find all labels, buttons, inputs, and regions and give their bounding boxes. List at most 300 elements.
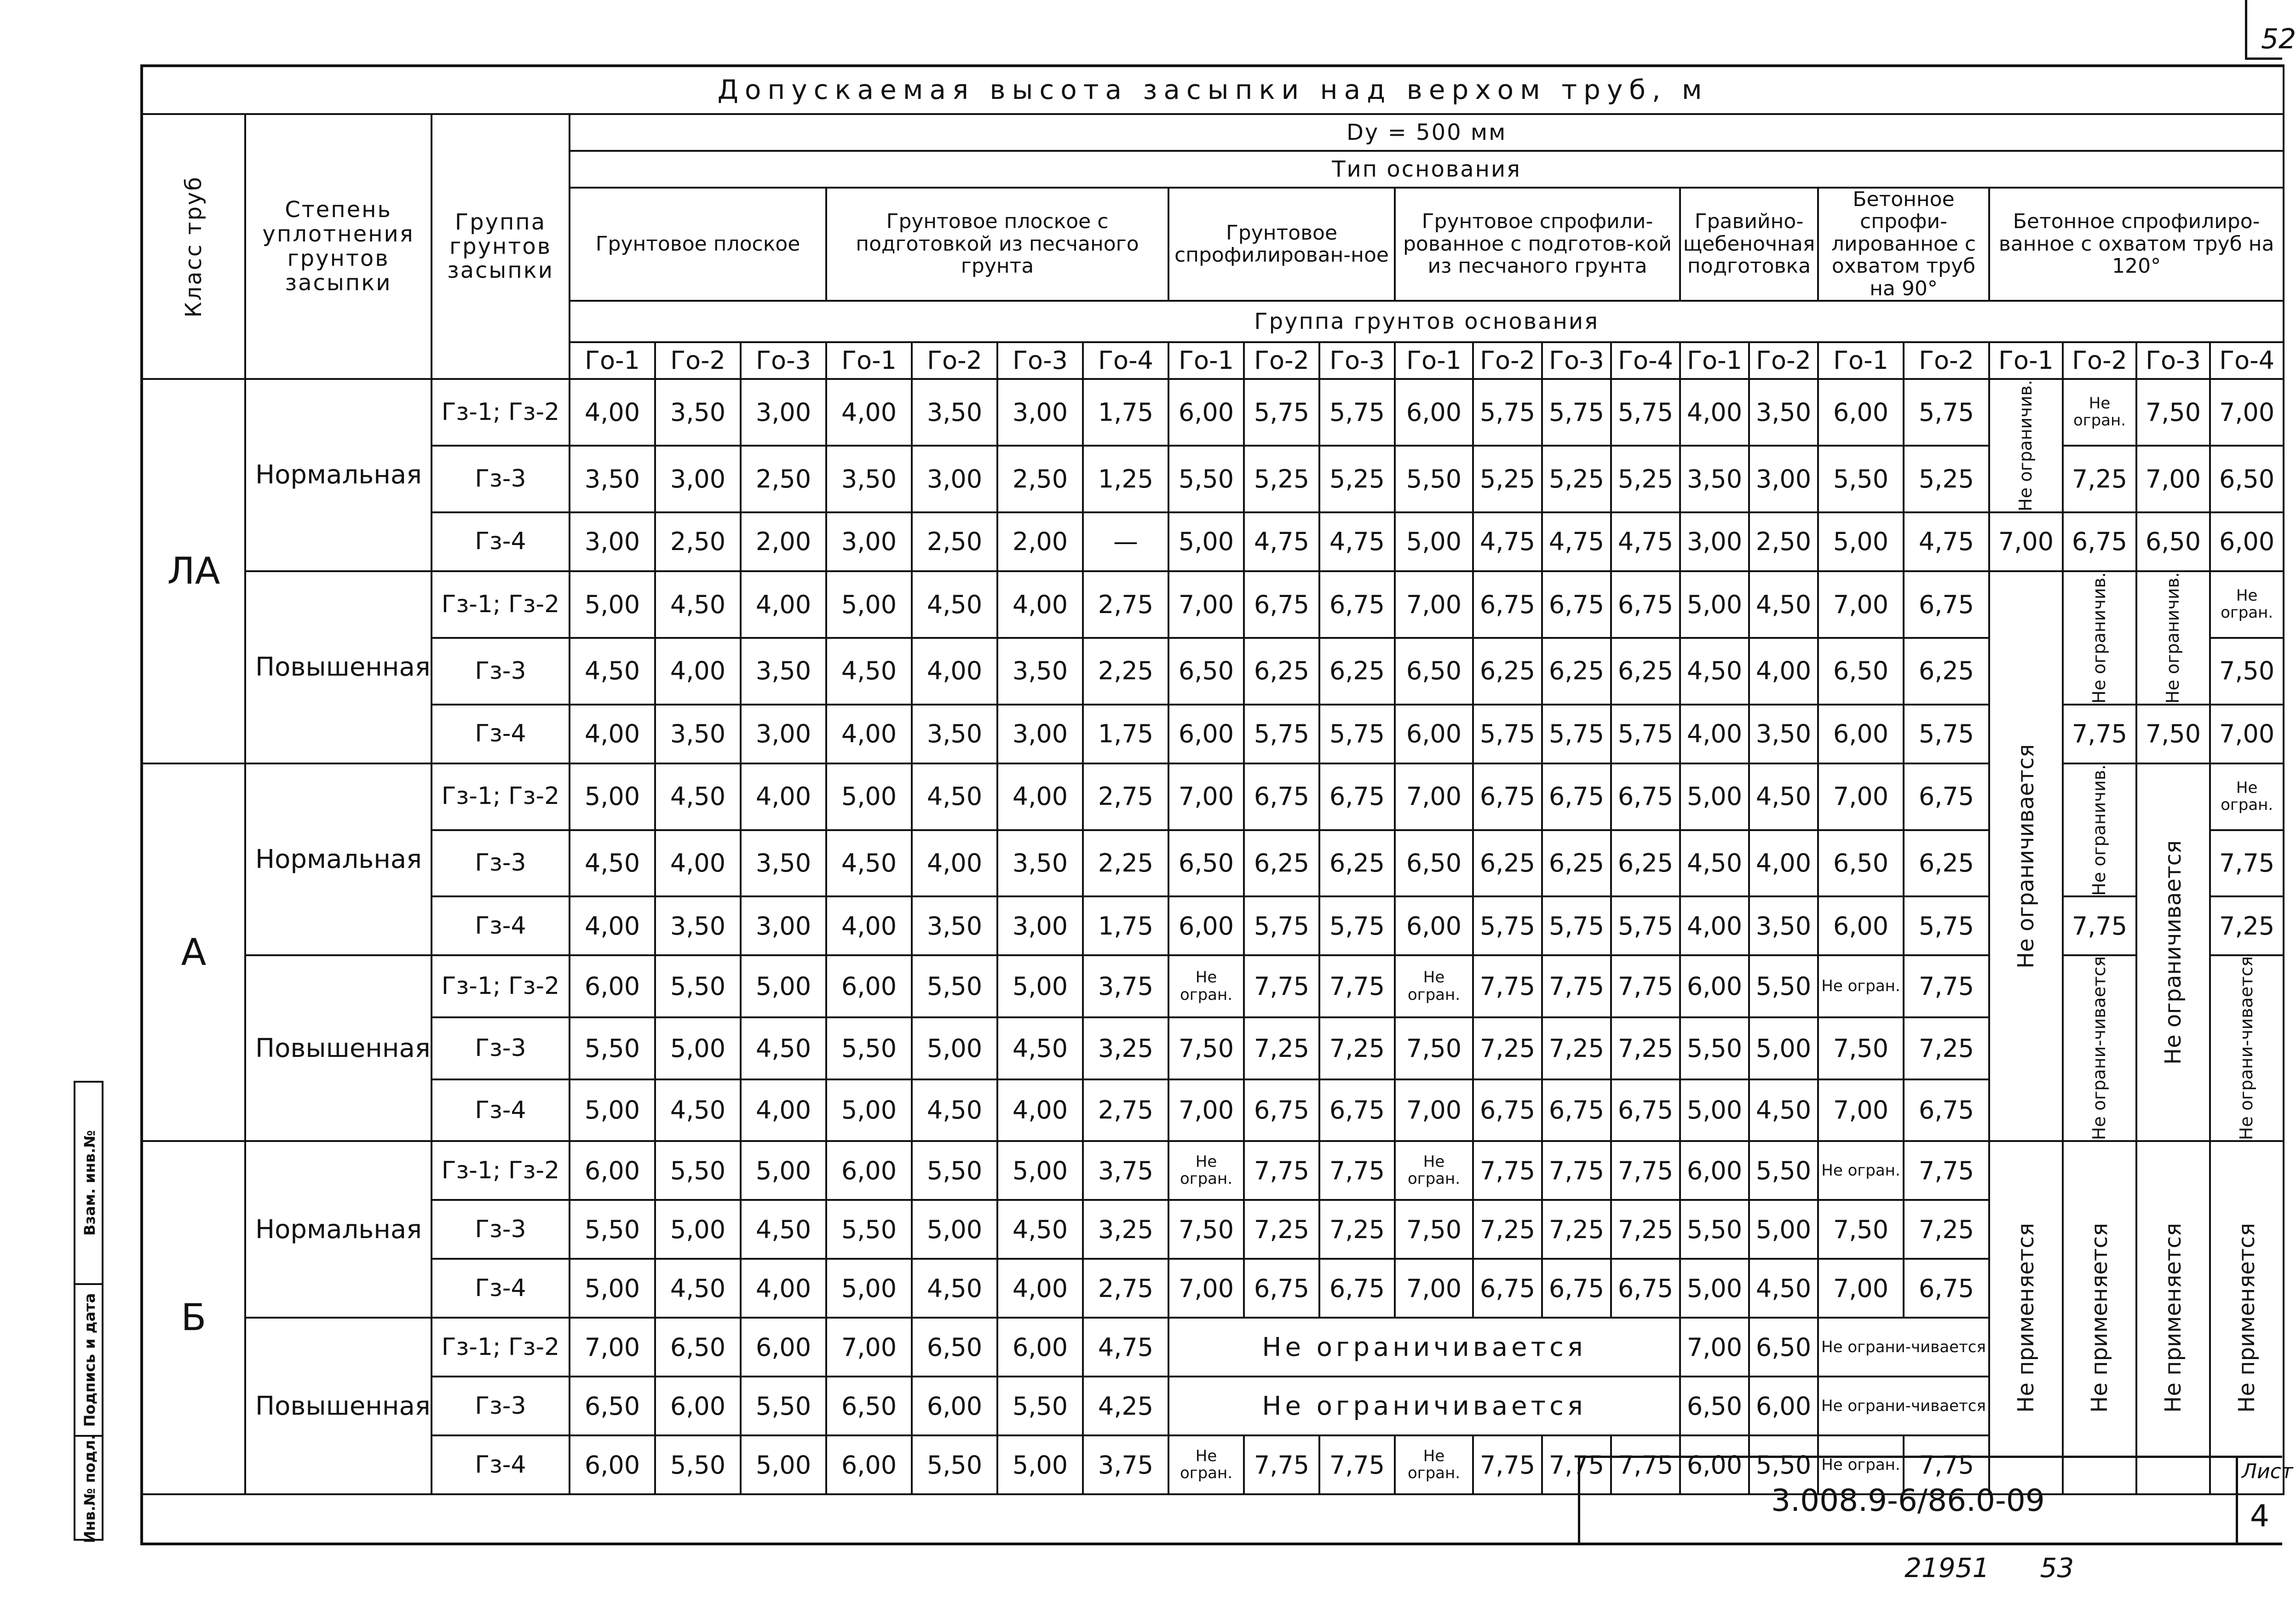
c120-go4: 7,00 bbox=[2210, 705, 2284, 763]
value-cell: 5,50 bbox=[1395, 446, 1473, 512]
value-cell: 5,00 bbox=[826, 1259, 912, 1318]
value-cell: 7,75 bbox=[1542, 955, 1611, 1017]
value-cell: 4,75 bbox=[1473, 512, 1542, 571]
value-cell: 7,75 bbox=[1542, 1141, 1611, 1200]
value-cell: 5,75 bbox=[1473, 896, 1542, 955]
value-cell: 5,25 bbox=[1904, 446, 1989, 512]
soil-group-21: Го-4 bbox=[2210, 342, 2284, 379]
value-cell: 4,50 bbox=[912, 571, 997, 638]
soil-group-13: Го-4 bbox=[1611, 342, 1680, 379]
value-cell: 4,00 bbox=[997, 1079, 1083, 1142]
value-cell: 3,00 bbox=[741, 896, 826, 955]
fill-group: Гз-3 bbox=[432, 830, 570, 897]
value-cell: 6,00 bbox=[1168, 379, 1244, 446]
soil-group-12: Го-3 bbox=[1542, 342, 1611, 379]
value-cell: 5,00 bbox=[997, 1435, 1083, 1494]
value-cell: 5,00 bbox=[741, 1141, 826, 1200]
stamp-field-vzam: Взам. инв.№ bbox=[75, 1083, 104, 1285]
c120-go3-unlimited-wrap bbox=[2139, 764, 2207, 1141]
value-cell: 5,00 bbox=[741, 1435, 826, 1494]
value-cell: 7,25 bbox=[1904, 1017, 1989, 1079]
value-cell: 7,00 bbox=[1395, 1259, 1473, 1318]
c120-go4: 7,25 bbox=[2210, 896, 2284, 955]
c120-not-applicable-text: Не применяется bbox=[2233, 1223, 2260, 1413]
value-cell: 5,75 bbox=[1244, 896, 1319, 955]
value-cell: 5,75 bbox=[1611, 705, 1680, 763]
value-cell: 6,75 bbox=[1473, 1079, 1542, 1142]
fill-group: Гз-4 bbox=[432, 1079, 570, 1142]
pipe-class: ЛА bbox=[142, 379, 245, 763]
c120-go4: 6,50 bbox=[2210, 446, 2284, 512]
soil-group-16: Го-1 bbox=[1818, 342, 1904, 379]
sheet-label: Лист bbox=[2242, 1460, 2293, 1483]
value-cell: 4,75 bbox=[1244, 512, 1319, 571]
value-cell: 5,50 bbox=[655, 955, 741, 1017]
value-cell: 5,50 bbox=[1818, 446, 1904, 512]
value-cell: Не огран. bbox=[1818, 1435, 1904, 1494]
c120-go2: 7,25 bbox=[2063, 446, 2136, 512]
c120-go2-wrap bbox=[2066, 956, 2134, 1140]
fill-group: Гз-3 bbox=[432, 1377, 570, 1435]
value-cell: 4,50 bbox=[570, 830, 655, 897]
table-row bbox=[142, 1259, 2284, 1318]
value-cell: 6,75 bbox=[1473, 1259, 1542, 1318]
value-cell: 5,50 bbox=[1749, 955, 1818, 1017]
value-cell: 2,50 bbox=[1749, 512, 1818, 571]
value-cell: 2,50 bbox=[741, 446, 826, 512]
header-pipe-class-wrap bbox=[145, 115, 242, 378]
value-cell: 4,00 bbox=[741, 1079, 826, 1142]
value-cell: 5,00 bbox=[1749, 1017, 1818, 1079]
c120-go2-text: Не ограничив. bbox=[2089, 764, 2110, 896]
soil-group-15: Го-2 bbox=[1749, 342, 1818, 379]
table-row bbox=[142, 1318, 2284, 1377]
value-cell: 5,00 bbox=[1680, 1079, 1749, 1142]
value-cell: 4,50 bbox=[826, 638, 912, 705]
compaction-degree: Повышенная bbox=[245, 571, 432, 763]
value-cell: 5,25 bbox=[1244, 446, 1319, 512]
value-cell: 6,75 bbox=[1244, 571, 1319, 638]
value-cell: 5,50 bbox=[655, 1141, 741, 1200]
header-pipe-class-text: Класс труб bbox=[180, 175, 207, 318]
value-cell: 7,25 bbox=[1473, 1200, 1542, 1259]
value-cell: 7,00 bbox=[1395, 1079, 1473, 1142]
c120-go2 bbox=[2063, 763, 2136, 897]
foundation-type-3: Грунтовое спрофили-рованное с подготов-кой из песчаного грунта bbox=[1395, 188, 1680, 301]
table-title: Допускаемая высота засыпки над верхом труб, м bbox=[142, 66, 2284, 114]
value-cell: 7,75 bbox=[1904, 955, 1989, 1017]
header-soil-group: Группа грунтов основания bbox=[570, 301, 2284, 342]
value-cell: 3,50 bbox=[570, 446, 655, 512]
table-row bbox=[142, 1017, 2284, 1079]
value-cell: 5,00 bbox=[570, 1079, 655, 1142]
value-cell: 4,50 bbox=[912, 763, 997, 830]
value-cell: 4,75 bbox=[1542, 512, 1611, 571]
value-cell: 6,50 bbox=[570, 1377, 655, 1435]
pipe-class: А bbox=[142, 763, 245, 1142]
value-cell: 7,00 bbox=[570, 1318, 655, 1377]
c120-go2-wrap bbox=[2066, 572, 2134, 704]
value-cell: 6,00 bbox=[1680, 1141, 1749, 1200]
c120-go4-wrap bbox=[2213, 956, 2281, 1140]
table-row bbox=[142, 705, 2284, 763]
c120-go4: Не огран. bbox=[2210, 763, 2284, 830]
fill-group: Гз-1; Гз-2 bbox=[432, 1141, 570, 1200]
value-cell: 6,00 bbox=[655, 1377, 741, 1435]
table-row bbox=[142, 1377, 2284, 1435]
fill-group: Гз-1; Гз-2 bbox=[432, 571, 570, 638]
value-cell: Не огран. bbox=[1395, 1435, 1473, 1494]
value-cell: 6,00 bbox=[1818, 705, 1904, 763]
value-cell: 6,50 bbox=[1168, 638, 1244, 705]
value-cell: 6,25 bbox=[1473, 638, 1542, 705]
value-cell: 5,75 bbox=[1542, 705, 1611, 763]
value-cell: 4,00 bbox=[741, 763, 826, 830]
value-cell: 5,75 bbox=[1319, 705, 1395, 763]
table-row bbox=[142, 571, 2284, 638]
value-cell: 5,75 bbox=[1904, 705, 1989, 763]
value-cell: 3,75 bbox=[1083, 955, 1168, 1017]
value-cell: 6,00 bbox=[826, 955, 912, 1017]
value-cell: 7,00 bbox=[1818, 763, 1904, 830]
table-row bbox=[142, 379, 2284, 446]
c120-go2-text: Не ограни-чивается bbox=[2089, 956, 2110, 1141]
value-cell: 6,75 bbox=[1473, 571, 1542, 638]
value-merged: Не ограничивается bbox=[1168, 1318, 1680, 1377]
value-cell: 6,00 bbox=[826, 1141, 912, 1200]
value-cell: 7,75 bbox=[1904, 1141, 1989, 1200]
value-cell: 5,75 bbox=[1244, 705, 1319, 763]
value-cell: 7,25 bbox=[1319, 1017, 1395, 1079]
c120-go3-text: Не ограничив. bbox=[2163, 572, 2183, 704]
value-cell: 5,00 bbox=[912, 1017, 997, 1079]
value-cell: 6,00 bbox=[570, 955, 655, 1017]
value-cell: 4,50 bbox=[912, 1079, 997, 1142]
fill-group: Гз-3 bbox=[432, 446, 570, 512]
value-cell: 1,25 bbox=[1083, 446, 1168, 512]
fill-group: Гз-4 bbox=[432, 705, 570, 763]
value-cell: 7,75 bbox=[1244, 1141, 1319, 1200]
value-cell: 3,25 bbox=[1083, 1200, 1168, 1259]
value-cell: 4,00 bbox=[1680, 379, 1749, 446]
value-cell: 4,50 bbox=[655, 1079, 741, 1142]
c120-go2: 7,75 bbox=[2063, 705, 2136, 763]
value-cell: Не огран. bbox=[1168, 955, 1244, 1017]
fill-group: Гз-1; Гз-2 bbox=[432, 763, 570, 830]
soil-group-4: Го-2 bbox=[912, 342, 997, 379]
c120-go4: Не огран. bbox=[2210, 571, 2284, 638]
value-cell: 7,75 bbox=[1611, 1141, 1680, 1200]
value-cell: 2,75 bbox=[1083, 571, 1168, 638]
c120-go1-unlimited-text: Не ограничивается bbox=[2013, 744, 2039, 969]
value-cell: 4,50 bbox=[997, 1200, 1083, 1259]
compaction-degree: Нормальная bbox=[245, 763, 432, 956]
c120-go2-text: Не ограничив. bbox=[2089, 572, 2110, 704]
fill-group: Гз-1; Гз-2 bbox=[432, 955, 570, 1017]
value-cell: 6,50 bbox=[912, 1318, 997, 1377]
value-cell: 7,00 bbox=[1395, 763, 1473, 830]
soil-group-10: Го-1 bbox=[1395, 342, 1473, 379]
value-cell: 7,25 bbox=[1319, 1200, 1395, 1259]
value-cell: 4,00 bbox=[912, 830, 997, 897]
header-fill-group: Группа грунтов засыпки bbox=[432, 114, 570, 379]
value-cell: 4,00 bbox=[826, 379, 912, 446]
value-cell: 2,50 bbox=[912, 512, 997, 571]
value-cell: 6,50 bbox=[1168, 830, 1244, 897]
value-cell: 3,50 bbox=[912, 379, 997, 446]
soil-group-1: Го-2 bbox=[655, 342, 741, 379]
value-cell: 7,50 bbox=[1168, 1200, 1244, 1259]
soil-group-3: Го-1 bbox=[826, 342, 912, 379]
value-cell: 5,50 bbox=[570, 1200, 655, 1259]
c120-go4-text: Не ограни-чивается bbox=[2236, 956, 2257, 1141]
value-cell: 7,00 bbox=[1168, 763, 1244, 830]
fill-group: Гз-4 bbox=[432, 896, 570, 955]
value-cell: 6,25 bbox=[1473, 830, 1542, 897]
value-cell: 2,75 bbox=[1083, 763, 1168, 830]
value-cell: 6,50 bbox=[1395, 638, 1473, 705]
soil-group-14: Го-1 bbox=[1680, 342, 1749, 379]
value-cell: 4,50 bbox=[655, 1259, 741, 1318]
value-cell: 3,00 bbox=[997, 705, 1083, 763]
soil-group-20: Го-3 bbox=[2136, 342, 2210, 379]
value-cell: 7,75 bbox=[1244, 955, 1319, 1017]
value-cell: 6,00 bbox=[826, 1435, 912, 1494]
value-cell: 5,50 bbox=[997, 1377, 1083, 1435]
value-cell: 3,50 bbox=[1680, 446, 1749, 512]
value-cell: 3,50 bbox=[912, 896, 997, 955]
value-cell: 5,50 bbox=[1680, 1017, 1749, 1079]
value-cell: 7,75 bbox=[1244, 1435, 1319, 1494]
value-cell: 4,00 bbox=[826, 896, 912, 955]
value-cell: 3,50 bbox=[997, 638, 1083, 705]
soil-group-0: Го-1 bbox=[570, 342, 655, 379]
value-cell: 4,50 bbox=[655, 571, 741, 638]
fill-group: Гз-1; Гз-2 bbox=[432, 379, 570, 446]
value-cell: 7,25 bbox=[1244, 1200, 1319, 1259]
value-cell: 5,00 bbox=[1680, 1259, 1749, 1318]
c120-go4: 7,50 bbox=[2210, 638, 2284, 705]
table-row bbox=[142, 1141, 2284, 1200]
value-cell: 6,75 bbox=[1542, 1079, 1611, 1142]
foundation-type-0: Грунтовое плоское bbox=[570, 188, 826, 301]
value-cell: 5,50 bbox=[912, 955, 997, 1017]
value-cell: 4,25 bbox=[1083, 1377, 1168, 1435]
value-cell: 5,25 bbox=[1473, 446, 1542, 512]
c120-go3: 7,00 bbox=[2136, 446, 2210, 512]
value-cell: 4,75 bbox=[1319, 512, 1395, 571]
value-cell: 1,75 bbox=[1083, 705, 1168, 763]
value-cell: 5,75 bbox=[1542, 379, 1611, 446]
value-cell: 4,75 bbox=[1611, 512, 1680, 571]
value-cell: 6,50 bbox=[1680, 1377, 1749, 1435]
value-cell: 7,25 bbox=[1904, 1200, 1989, 1259]
sheet-box bbox=[2236, 1456, 2293, 1545]
value-cell: 6,00 bbox=[1395, 705, 1473, 763]
value-cell: 6,00 bbox=[570, 1141, 655, 1200]
table-row bbox=[142, 638, 2284, 705]
title-row bbox=[142, 66, 2284, 114]
value-cell: 3,00 bbox=[1749, 446, 1818, 512]
page-number: 52 bbox=[2245, 0, 2282, 60]
value-cell: 1,75 bbox=[1083, 379, 1168, 446]
value-cell: 3,50 bbox=[655, 379, 741, 446]
value-cell: 7,50 bbox=[1168, 1017, 1244, 1079]
value-cell: 5,00 bbox=[655, 1017, 741, 1079]
value-cell: 7,75 bbox=[1904, 1435, 1989, 1494]
value-cell: 5,25 bbox=[1611, 446, 1680, 512]
table-row bbox=[142, 830, 2284, 897]
sheet-number: 4 bbox=[2250, 1498, 2269, 1534]
value-cell: Не огран. bbox=[1818, 955, 1904, 1017]
value-merged: Не ограничивается bbox=[1168, 1377, 1680, 1435]
value-cell: 5,00 bbox=[741, 955, 826, 1017]
value-cell: 5,75 bbox=[1904, 379, 1989, 446]
header-foundation-type: Тип основания bbox=[570, 151, 2284, 188]
value-cell: 4,00 bbox=[1680, 705, 1749, 763]
value-cell: 5,00 bbox=[826, 763, 912, 830]
c120-go1-unlimited-wrap bbox=[1992, 572, 2060, 1141]
value-cell: 5,00 bbox=[826, 1079, 912, 1142]
value-cell: 3,00 bbox=[912, 446, 997, 512]
diameter-row bbox=[142, 114, 2284, 151]
value-cell: 3,00 bbox=[997, 379, 1083, 446]
archive-number: 21951 53 bbox=[1905, 1552, 2074, 1583]
value-cell: Не огран. bbox=[1168, 1141, 1244, 1200]
value-cell: 5,00 bbox=[570, 1259, 655, 1318]
c120-go3 bbox=[2136, 571, 2210, 705]
value-cell: 7,75 bbox=[1611, 1435, 1680, 1494]
compaction-degree: Нормальная bbox=[245, 379, 432, 571]
value-cell: 7,75 bbox=[1319, 1141, 1395, 1200]
value-cell: 3,50 bbox=[1749, 705, 1818, 763]
soil-group-6: Го-4 bbox=[1083, 342, 1168, 379]
value-cell: 5,75 bbox=[1611, 379, 1680, 446]
value-cell: 6,75 bbox=[1904, 763, 1989, 830]
value-cell: 6,25 bbox=[1319, 638, 1395, 705]
value-cell: 4,00 bbox=[997, 763, 1083, 830]
c120-go2: Не огран. bbox=[2063, 379, 2136, 446]
stamp-field-signature: Подпись и дата bbox=[75, 1285, 104, 1437]
value-cell: 3,00 bbox=[741, 379, 826, 446]
fill-group: Гз-3 bbox=[432, 1200, 570, 1259]
value-cell: 5,00 bbox=[1395, 512, 1473, 571]
value-cell: Не огран. bbox=[1395, 1141, 1473, 1200]
value-cell: 3,50 bbox=[741, 638, 826, 705]
table-row bbox=[142, 1079, 2284, 1142]
value-cell: 5,00 bbox=[997, 1141, 1083, 1200]
value-cell: 4,50 bbox=[1749, 1079, 1818, 1142]
foundation-type-1: Грунтовое плоское с подготовкой из песчаного грунта bbox=[826, 188, 1168, 301]
value-cell: 6,00 bbox=[1395, 896, 1473, 955]
soil-group-19: Го-2 bbox=[2063, 342, 2136, 379]
value-cell: 4,00 bbox=[655, 830, 741, 897]
compaction-degree: Повышенная bbox=[245, 955, 432, 1141]
fill-group: Гз-4 bbox=[432, 1435, 570, 1494]
value-cell: 3,00 bbox=[570, 512, 655, 571]
value-cell: 6,75 bbox=[1473, 763, 1542, 830]
foundation-type-6: Бетонное спрофилиро-ванное с охватом труб на 120° bbox=[1989, 188, 2284, 301]
soil-group-7: Го-1 bbox=[1168, 342, 1244, 379]
value-cell: 6,00 bbox=[1818, 379, 1904, 446]
soil-group-2: Го-3 bbox=[741, 342, 826, 379]
value-cell: 4,50 bbox=[1680, 638, 1749, 705]
header-diameter: Dy = 500 мм bbox=[570, 114, 2284, 151]
soil-group-17: Го-2 bbox=[1904, 342, 1989, 379]
value-cell: 3,50 bbox=[826, 446, 912, 512]
value-cell: 6,75 bbox=[1542, 1259, 1611, 1318]
value-cell: 6,25 bbox=[1611, 638, 1680, 705]
value-cell: 6,00 bbox=[1680, 955, 1749, 1017]
fill-group: Гз-4 bbox=[432, 512, 570, 571]
value-cell: 1,75 bbox=[1083, 896, 1168, 955]
c120-go4: 7,00 bbox=[2210, 379, 2284, 446]
table-row bbox=[142, 955, 2284, 1017]
value-cell: 4,00 bbox=[570, 379, 655, 446]
value-cell: 2,00 bbox=[741, 512, 826, 571]
value-cell: 5,75 bbox=[1319, 379, 1395, 446]
value-cell: 4,00 bbox=[912, 638, 997, 705]
value-cell: 7,75 bbox=[1319, 955, 1395, 1017]
c120-go1-unlimited bbox=[1989, 571, 2063, 1142]
value-cell: 6,75 bbox=[1244, 1079, 1319, 1142]
value-cell: 5,25 bbox=[1319, 446, 1395, 512]
c120-go1-wrap bbox=[1992, 380, 2060, 511]
value-cell: 4,50 bbox=[1680, 830, 1749, 897]
value-cell: 5,00 bbox=[997, 955, 1083, 1017]
value-cell: 6,50 bbox=[1749, 1318, 1818, 1377]
value-cell: 5,00 bbox=[912, 1200, 997, 1259]
value-cell: 5,50 bbox=[912, 1435, 997, 1494]
value-cell: 6,75 bbox=[1319, 1259, 1395, 1318]
value-cell: 6,75 bbox=[1542, 763, 1611, 830]
value-cell: 4,00 bbox=[997, 571, 1083, 638]
value-cell: 5,25 bbox=[1542, 446, 1611, 512]
value-cell: 6,00 bbox=[1168, 705, 1244, 763]
value-cell: Не огран. bbox=[1395, 955, 1473, 1017]
value-cell: 7,50 bbox=[1395, 1017, 1473, 1079]
value-cell: 6,75 bbox=[1611, 571, 1680, 638]
value-cell: 4,00 bbox=[655, 638, 741, 705]
c120-not-applicable-text: Не применяется bbox=[2160, 1223, 2186, 1413]
value-cell: 3,75 bbox=[1083, 1141, 1168, 1200]
value-cell: 5,50 bbox=[741, 1377, 826, 1435]
value-cell: 6,00 bbox=[997, 1318, 1083, 1377]
value-cell: 6,75 bbox=[1319, 763, 1395, 830]
c120-go3-unlimited bbox=[2136, 763, 2210, 1142]
soil-group-18: Го-1 bbox=[1989, 342, 2063, 379]
table-row bbox=[142, 512, 2284, 571]
value-cell: 6,00 bbox=[1680, 1435, 1749, 1494]
value-cell: 7,50 bbox=[1395, 1200, 1473, 1259]
header-pipe-class bbox=[142, 114, 245, 379]
value-cell: 4,50 bbox=[1749, 571, 1818, 638]
value-cell: 7,25 bbox=[1542, 1017, 1611, 1079]
c120-go2-wrap bbox=[2066, 764, 2134, 896]
value-cell: 7,00 bbox=[1818, 571, 1904, 638]
value-cell: 4,50 bbox=[997, 1017, 1083, 1079]
c120-go4 bbox=[2210, 955, 2284, 1141]
value-cell: 7,25 bbox=[1542, 1200, 1611, 1259]
value-cell: 4,50 bbox=[912, 1259, 997, 1318]
value-cell: 4,75 bbox=[1904, 512, 1989, 571]
value-cell: 6,25 bbox=[1244, 638, 1319, 705]
value-cell: 6,50 bbox=[655, 1318, 741, 1377]
value-cell: 3,25 bbox=[1083, 1017, 1168, 1079]
value-cell: 4,00 bbox=[1680, 896, 1749, 955]
value-cell: 7,00 bbox=[1818, 1079, 1904, 1142]
value-cell: 7,00 bbox=[1168, 571, 1244, 638]
